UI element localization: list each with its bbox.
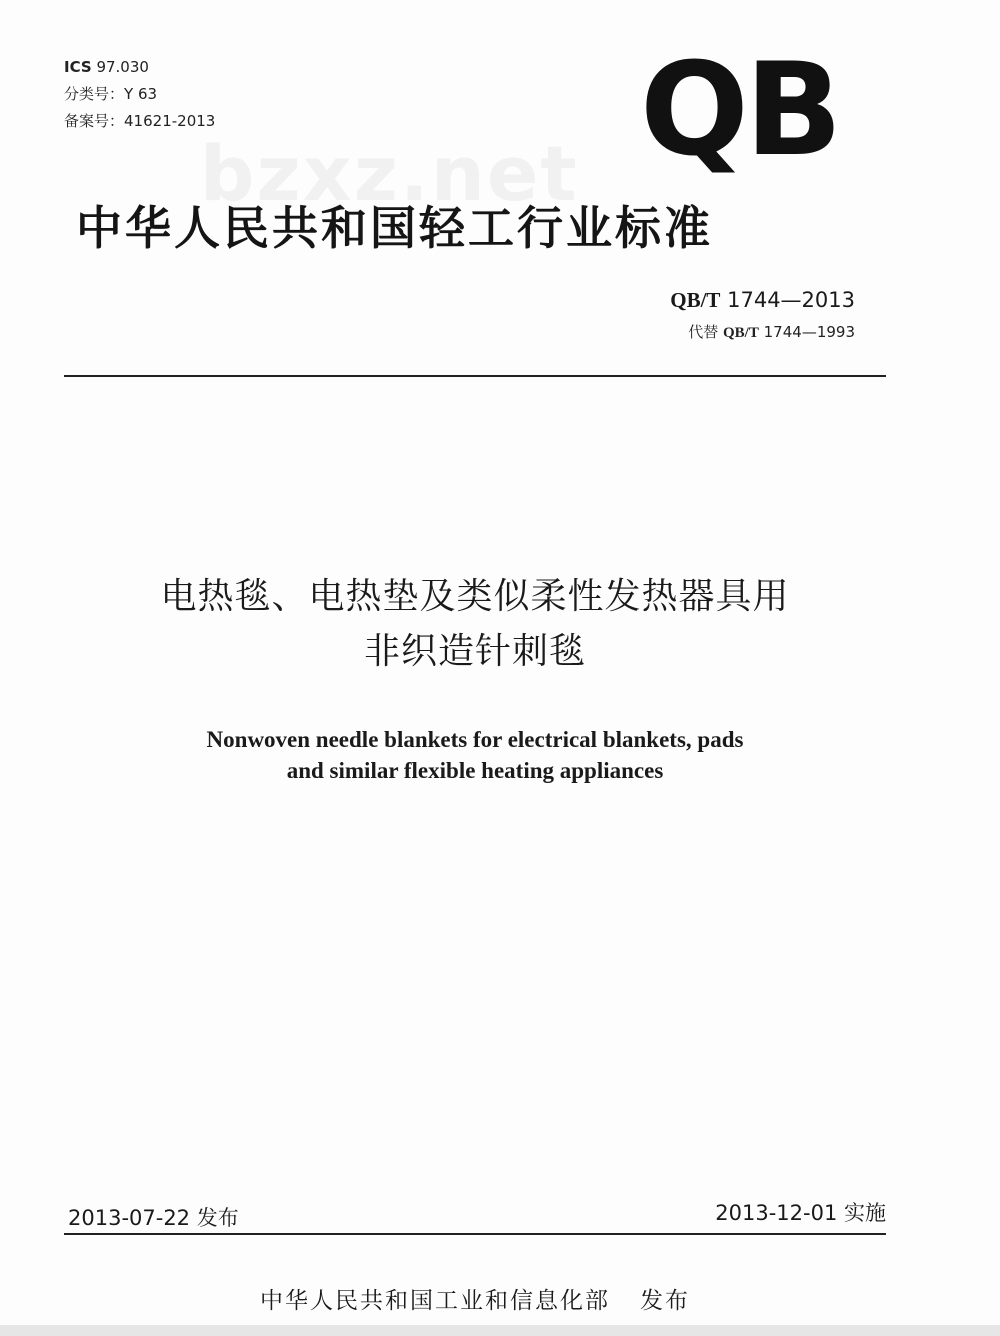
record-value: 41621-2013 (124, 112, 216, 130)
issue-date: 2013-07-22 发布 (68, 1206, 239, 1230)
ics-row (64, 54, 215, 81)
replace-code: 1744—1993 (763, 323, 855, 341)
publisher-line (0, 1282, 950, 1315)
qb-logo: QB (640, 36, 839, 185)
document-title-en-line1: Nonwoven needle blankets for electrical blankets, pads (206, 727, 744, 752)
replaced-standard (688, 321, 855, 342)
document-title-en-line2: and similar flexible heating appliances (286, 758, 664, 783)
publisher-name: 中华人民共和国工业和信息化部 (260, 1288, 610, 1314)
publisher-action: 发布 (640, 1288, 690, 1314)
classification-block (64, 54, 215, 135)
replace-prefix: QB/T (723, 325, 759, 341)
ics-label: ICS (64, 58, 92, 76)
ics-value: 97.030 (96, 58, 149, 76)
record-row (64, 108, 215, 135)
standard-prefix: QB/T (670, 288, 721, 312)
watermark: bzxz.net (200, 129, 579, 218)
document-title-cn-line2: 非织造针刺毯 (363, 631, 586, 672)
document-title-cn-line1: 电热毯、电热垫及类似柔性发热器具用 (160, 576, 790, 617)
class-row (64, 81, 215, 108)
replace-label: 代替 (688, 323, 719, 341)
scan-edge (0, 1325, 1000, 1336)
standard-number (670, 288, 855, 313)
industry-standard-title: 中华人民共和国轻工行业标准 (76, 201, 713, 255)
class-label: 分类号： (64, 85, 125, 103)
class-value: Y 63 (124, 85, 158, 103)
record-label: 备案号： (64, 112, 125, 130)
top-divider (64, 375, 886, 377)
bottom-divider (64, 1233, 886, 1235)
implementation-date: 2013-12-01 实施 (715, 1201, 886, 1225)
standard-code: 1744—2013 (727, 288, 855, 312)
